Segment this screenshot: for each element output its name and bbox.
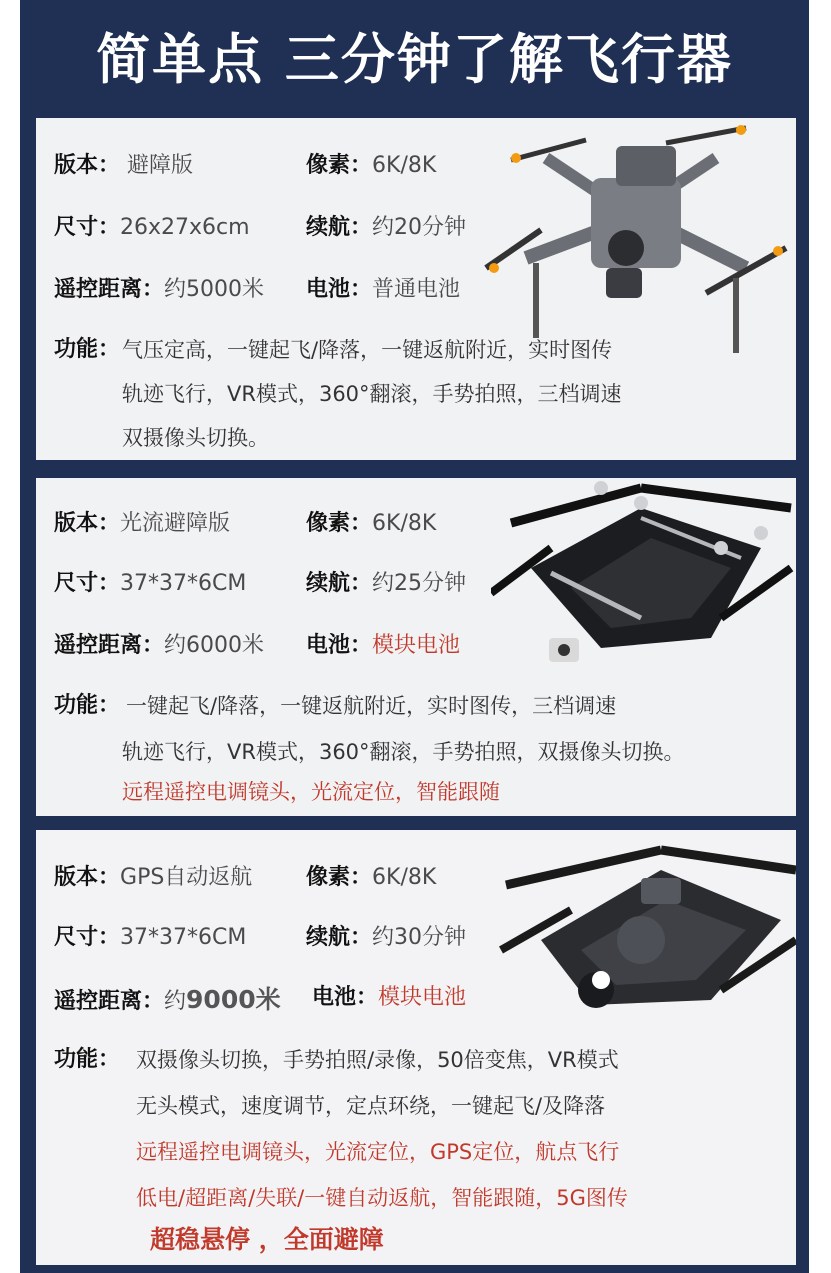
function-label: 功能： <box>54 1047 121 1072</box>
battery-row: 电池：普通电池 <box>306 277 461 302</box>
highlight-line: 远程遥控电调镜头，光流定位，GPS定位，航点飞行 <box>136 1140 620 1164</box>
version-row: 版本： 避障版 <box>54 153 194 178</box>
version-row: 版本：GPS自动返航 <box>54 865 253 890</box>
size-row: 尺寸：37*37*6CM <box>54 571 247 596</box>
endurance-row: 续航：约30分钟 <box>306 925 467 950</box>
function-label: 功能： <box>54 693 121 718</box>
page-title: 简单点 三分钟了解飞行器 <box>96 27 733 91</box>
feature-line: 气压定高，一键起飞/降落，一键返航附近，实时图传 <box>122 338 613 362</box>
version-row: 版本：光流避障版 <box>54 511 231 536</box>
feature-line: 轨迹飞行，VR模式，360°翻滚，手势拍照，三档调速 <box>122 382 622 406</box>
product-card-optical-flow <box>36 478 796 816</box>
battery-row: 电池：模块电池 <box>306 633 461 658</box>
feature-line: 轨迹飞行，VR模式，360°翻滚，手势拍照，双摄像头切换。 <box>122 740 685 764</box>
feature-line: 一键起飞/降落，一键返航附近，实时图传，三档调速 <box>126 694 617 718</box>
function-label: 功能： <box>54 337 121 362</box>
range-row: 遥控距离：约5000米 <box>54 277 265 302</box>
feature-line: 双摄像头切换，手势拍照/录像，50倍变焦，VR模式 <box>136 1048 619 1072</box>
highlight-line: 远程遥控电调镜头，光流定位，智能跟随 <box>122 780 500 804</box>
product-card-obstacle <box>36 118 796 460</box>
size-row: 尺寸：26x27x6cm <box>54 215 250 240</box>
range-row: 遥控距离：约9000米 <box>54 985 281 1014</box>
drone-black-image <box>491 478 796 678</box>
highlight-line: 低电/超距离/失联/一键自动返航，智能跟随，5G图传 <box>136 1186 628 1210</box>
battery-row: 电池：模块电池 <box>312 985 467 1010</box>
pixel-row: 像素：6K/8K <box>306 153 437 178</box>
feature-line: 双摄像头切换。 <box>122 426 269 450</box>
product-card-gps <box>36 830 796 1265</box>
slogan: 超稳悬停 ，全面避障 <box>150 1225 384 1254</box>
drone-gps-image <box>491 830 796 1030</box>
feature-line: 无头模式，速度调节，定点环绕，一键起飞/及降落 <box>136 1094 606 1118</box>
size-row: 尺寸：37*37*6CM <box>54 925 247 950</box>
endurance-row: 续航：约20分钟 <box>306 215 467 240</box>
drone-gray-image <box>466 118 796 358</box>
pixel-row: 像素：6K/8K <box>306 511 437 536</box>
endurance-row: 续航：约25分钟 <box>306 571 467 596</box>
range-row: 遥控距离：约6000米 <box>54 633 265 658</box>
pixel-row: 像素：6K/8K <box>306 865 437 890</box>
